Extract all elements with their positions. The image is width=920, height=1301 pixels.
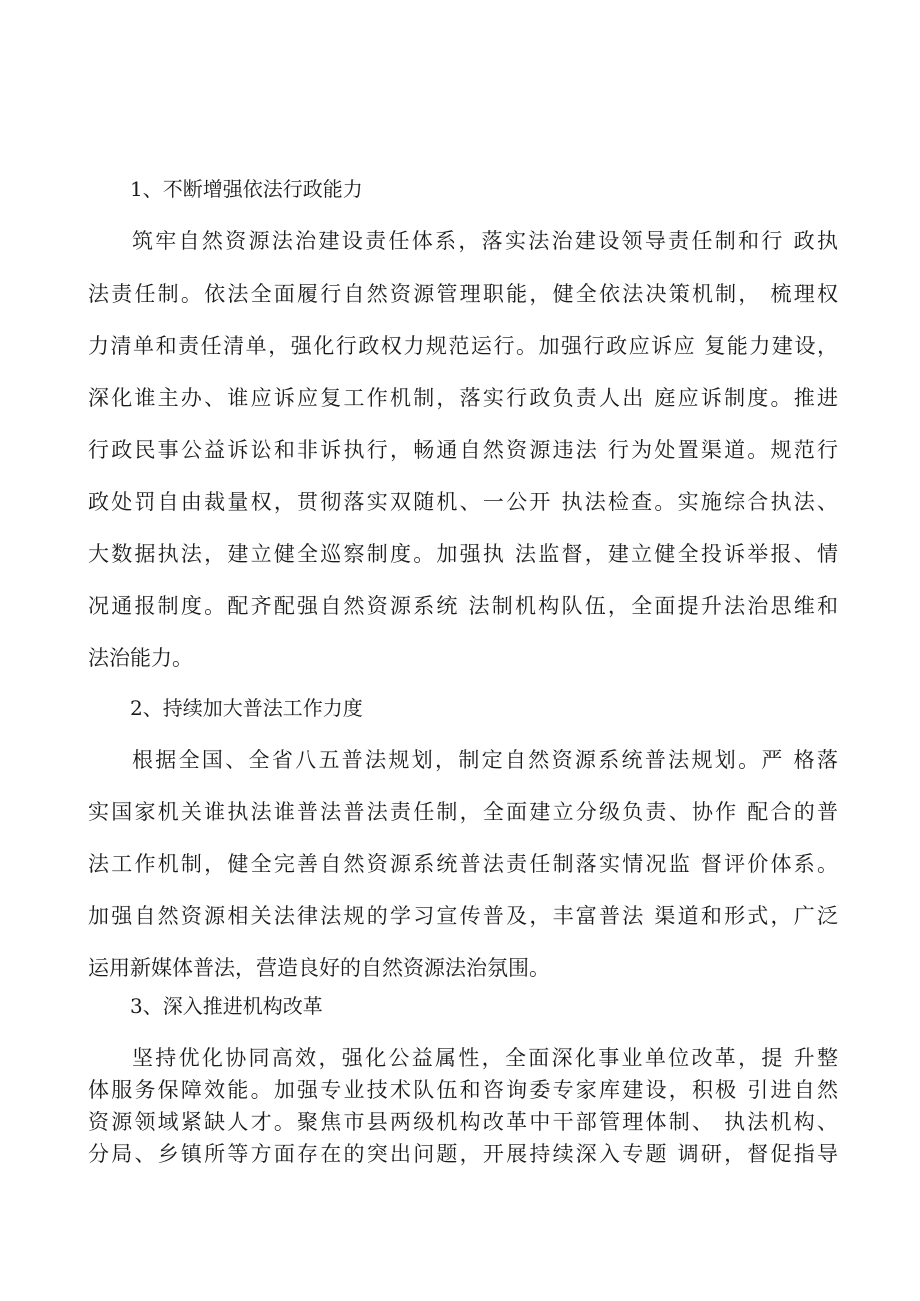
paragraph-line: 筑牢自然资源法治建设责任体系，落实法治建设领导责任制和行 政执 bbox=[132, 229, 838, 253]
paragraph-line: 法治能力。 bbox=[88, 646, 193, 670]
paragraph-line: 资源领域紧缺人才。聚焦市县两级机构改革中干部管理体制、 执法机构、 bbox=[88, 1110, 838, 1134]
paragraph-line: 深化谁主办、谁应诉应复工作机制，落实行政负责人出 庭应诉制度。推进 bbox=[88, 386, 838, 410]
paragraph-line: 况通报制度。配齐配强自然资源系统 法制机构队伍，全面提升法治思维和 bbox=[88, 594, 838, 618]
paragraph-line: 行政民事公益诉讼和非诉执行，畅通自然资源违法 行为处置渠道。规范行 bbox=[88, 438, 838, 462]
paragraph-line: 体服务保障效能。加强专业技术队伍和咨询委专家库建设，积极 引进自然 bbox=[88, 1078, 838, 1102]
section-heading-3: 3、深入推进机构改革 bbox=[130, 994, 323, 1018]
paragraph-line: 大数据执法，建立健全巡察制度。加强执 法监督，建立健全投诉举报、情 bbox=[88, 542, 838, 566]
paragraph-line: 政处罚自由裁量权，贯彻落实双随机、一公开 执法检查。实施综合执法、 bbox=[88, 490, 838, 514]
paragraph-line: 分局、乡镇所等方面存在的突出问题，开展持续深入专题 调研，督促指导 bbox=[88, 1142, 838, 1166]
paragraph-line: 法工作机制，健全完善自然资源系统普法责任制落实情况监 督评价体系。 bbox=[88, 852, 838, 876]
section-heading-2: 2、持续加大普法工作力度 bbox=[130, 696, 363, 720]
paragraph-line: 根据全国、全省八五普法规划，制定自然资源系统普法规划。严 格落 bbox=[132, 748, 838, 772]
paragraph-line: 加强自然资源相关法律法规的学习宣传普及，丰富普法 渠道和形式，广泛 bbox=[88, 904, 838, 928]
paragraph-line: 实国家机关谁执法谁普法普法责任制，全面建立分级负责、协作 配合的普 bbox=[88, 800, 838, 824]
section-heading-1: 1、不断增强依法行政能力 bbox=[130, 177, 363, 201]
paragraph-line: 力清单和责任清单，强化行政权力规范运行。加强行政应诉应 复能力建设， bbox=[88, 334, 838, 358]
paragraph-line: 坚持优化协同高效，强化公益属性，全面深化事业单位改革，提 升整 bbox=[132, 1046, 838, 1070]
paragraph-line: 运用新媒体普法，营造良好的自然资源法治氛围。 bbox=[88, 956, 550, 980]
paragraph-line: 法责任制。依法全面履行自然资源管理职能，健全依法决策机制， 梳理权 bbox=[88, 282, 838, 306]
